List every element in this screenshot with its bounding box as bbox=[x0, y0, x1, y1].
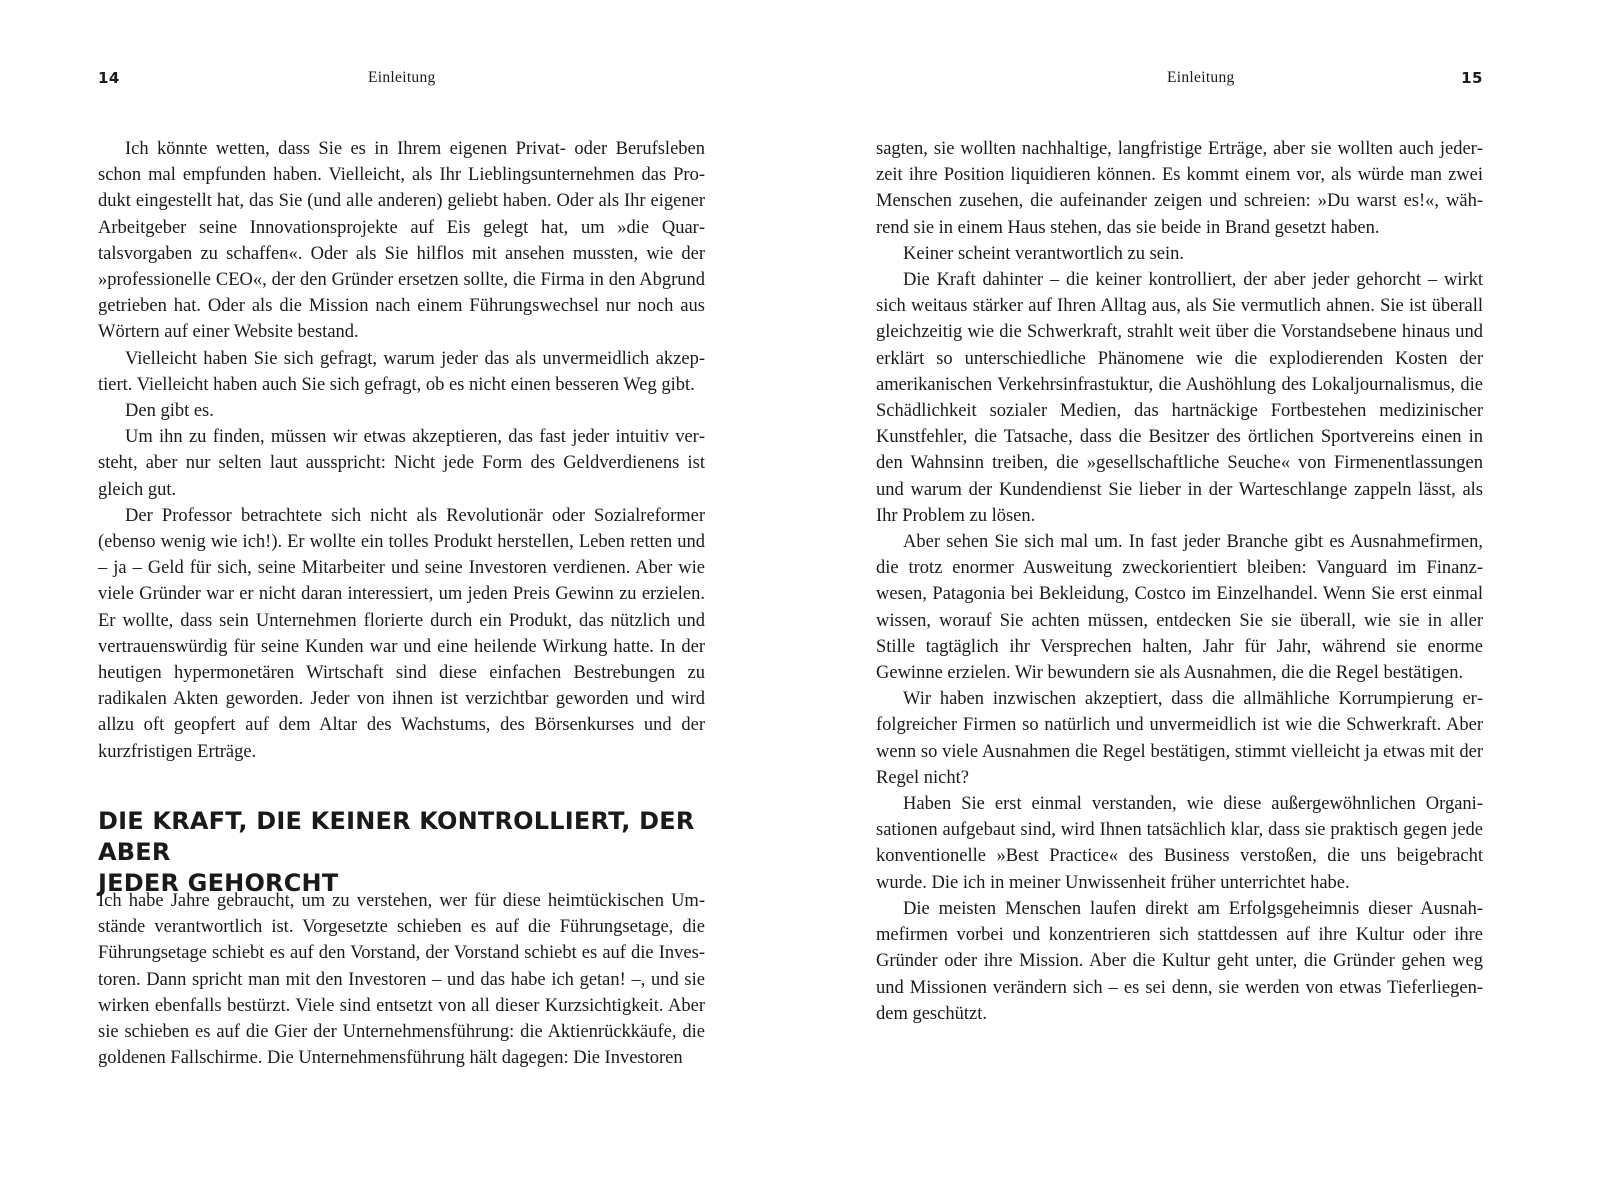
paragraph: Der Professor betrachtete sich nicht als Revolutionär oder Sozialreformer (ebenso wenig wie ich!). Er wollte ein tolles Produkt herstellen, Leben retten und – ja – Geld für sich, seine Mitarbeiter und seine Investoren verdienen. Aber wie viele Gründer war er nicht daran interessiert, um jeden Preis Gewinn zu erzielen. Er wollte, dass sein Unternehmen florierte durch ein Produkt, das nützlich und vertrauenswürdig für seine Kunden war und eine heilende Wirkung hatte. In der heutigen hypermonetären Wirtschaft sind diese einfachen Bestrebungen zu radikalen Akten geworden. Jeder von ihnen ist verzichtbar geworden und wird allzu oft geopfert auf dem Altar des Wachstums, des Börsenkurses und der kurzfristigen Erträge. bbox=[98, 505, 705, 762]
paragraph: Wir haben inzwischen akzeptiert, dass die allmähliche Korrumpierung erfolgreicher Firmen so natürlich und unvermeidlich ist wie die Schwerkraft. Aber wenn so viele Ausnahmen die Regel bestätigen, stimmt vielleicht ja etwas mit der Regel nicht? bbox=[876, 689, 1483, 788]
section-heading bbox=[98, 806, 698, 899]
paragraph: Haben Sie erst einmal verstanden, wie diese außergewöhnlichen Organisationen aufgebaut sind, wird Ihnen tatsächlich klar, dass sie praktisch gegen jede konventionelle »Best Practice« des Business verstoßen, die uns beigebracht wurde. Die ich in meiner Unwissenheit früher unterrichtet habe. bbox=[876, 794, 1483, 893]
paragraph: sagten, sie wollten nachhaltige, langfristige Erträge, aber sie wollten auch jederzeit ihre Position liquidieren können. Es kommt einem vor, als würde man zwei Menschen zusehen, die aufeinander zeigen und schreien: »Du warst es!«, während sie in einem Haus stehen, das sie beide in Brand gesetzt haben. bbox=[876, 139, 1483, 238]
paragraph: Keiner scheint verantwortlich zu sein. bbox=[903, 243, 1184, 264]
paragraph: Aber sehen Sie sich mal um. In fast jeder Branche gibt es Ausnahmefirmen, die trotz enormer Ausweitung zweckorientiert bleiben: Vanguard im Finanzwesen, Patagonia bei Bekleidung, Costco im Einzelhandel. Wenn Sie erst einmal wissen, worauf Sie achten müssen, entdecken Sie sie überall, wie sie in aller Stille tagtäglich ihr Versprechen halten, Jahr für Jahr, während sie enorme Gewinne erzielen. Wir bewundern sie als Ausnahmen, die die Regel bestätigen. bbox=[876, 532, 1483, 684]
paragraph: Die meisten Menschen laufen direkt am Erfolgsgeheimnis dieser Ausnahmefirmen vorbei und konzentrieren sich stattdessen auf ihre Kultur oder ihre Gründer oder ihre Mission. Aber die Kultur geht unter, die Gründer gehen weg und Missionen verändern sich – es sei denn, sie werden von etwas Tieferliegendem geschützt. bbox=[876, 898, 1483, 1024]
paragraph: Ich habe Jahre gebraucht, um zu verstehen, wer für diese heimtückischen Umstände verantwortlich ist. Vorgesetzte schieben es auf die Führungsetage, die Führungsetage schiebt es auf den Vorstand, der Vorstand schiebt es auf die Investoren. Dann spricht man mit den Investoren – und das habe ich getan! –, und sie wirken ebenfalls bestürzt. Viele sind entsetzt von all dieser Kurzsichtigkeit. Aber sie schieben es auf die Gier der Unternehmensführung: die Aktienrückkäufe, die goldenen Fallschirme. Die Unternehmensführung hält dagegen: Die Investoren bbox=[98, 891, 705, 1069]
right-page bbox=[800, 0, 1600, 1186]
section-heading-line-1: DIE KRAFT, DIE KEINER KONTROLLIERT, DER ABER bbox=[98, 807, 695, 866]
paragraph: Den gibt es. bbox=[125, 401, 214, 422]
paragraph: Um ihn zu finden, müssen wir etwas akzeptieren, das fast jeder intuitiv versteht, aber nur selten laut ausspricht: Nicht jede Form des Geldverdienens ist gleich gut. bbox=[98, 427, 705, 500]
body-text-right bbox=[876, 136, 1483, 1027]
paragraph: Ich könnte wetten, dass Sie es in Ihrem eigenen Privat- oder Berufsleben schon mal empfunden haben. Vielleicht, als Ihr Lieblingsunternehmen das Produkt eingestellt hat, das Sie (und alle anderen) geliebt haben. Oder als Ihr eigener Arbeitgeber seine Innovationsprojekte auf Eis gelegt hat, um »die Quartalsvorgaben zu schaffen«. Oder als Sie hilflos mit ansehen mussten, wie der »professionelle CEO«, der den Gründer ersetzen sollte, die Firma in den Abgrund getrieben hat. Oder als die Mission nach einem Führungswechsel nur noch aus Wörtern auf einer Website bestand. bbox=[98, 139, 705, 343]
page-number-right: 15 bbox=[1461, 69, 1483, 87]
paragraph: Vielleicht haben Sie sich gefragt, warum jeder das als unvermeidlich akzeptiert. Vielleicht haben auch Sie sich gefragt, ob es nicht einen besseren Weg gibt. bbox=[98, 348, 705, 395]
paragraph: Die Kraft dahinter – die keiner kontrolliert, der aber jeder gehorcht – wirkt sich weitaus stärker auf Ihren Alltag aus, als Sie vermutlich ahnen. Sie ist überall gleichzeitig wie die Schwerkraft, strahlt weit über die Vorstandsebene hinaus und erklärt so unterschiedliche Phänomene wie die explodierenden Kosten der amerikanischen Verkehrsinfrastuktur, die Aushöhlung des Lokaljournalismus, die Schädlichkeit sozialer Medien, das hartnäckige Fortbestehen medizinischer Kunstfehler, die Tatsache, dass die Besitzer des örtlichen Sportvereins einen in den Wahnsinn treiben, die »gesellschaftliche Seuche« von Firmenentlassungen und warum der Kundendienst Sie lieber in der Warteschlange zappeln lässt, als Ihr Problem zu lösen. bbox=[876, 270, 1483, 526]
body-text-top bbox=[98, 136, 705, 765]
running-head-left: Einleitung bbox=[368, 69, 436, 86]
section-heading-line-2: JEDER GEHORCHT bbox=[98, 869, 339, 897]
running-head-right: Einleitung bbox=[1167, 69, 1235, 86]
page-number-left: 14 bbox=[98, 69, 120, 87]
body-text-bottom bbox=[98, 888, 705, 1071]
